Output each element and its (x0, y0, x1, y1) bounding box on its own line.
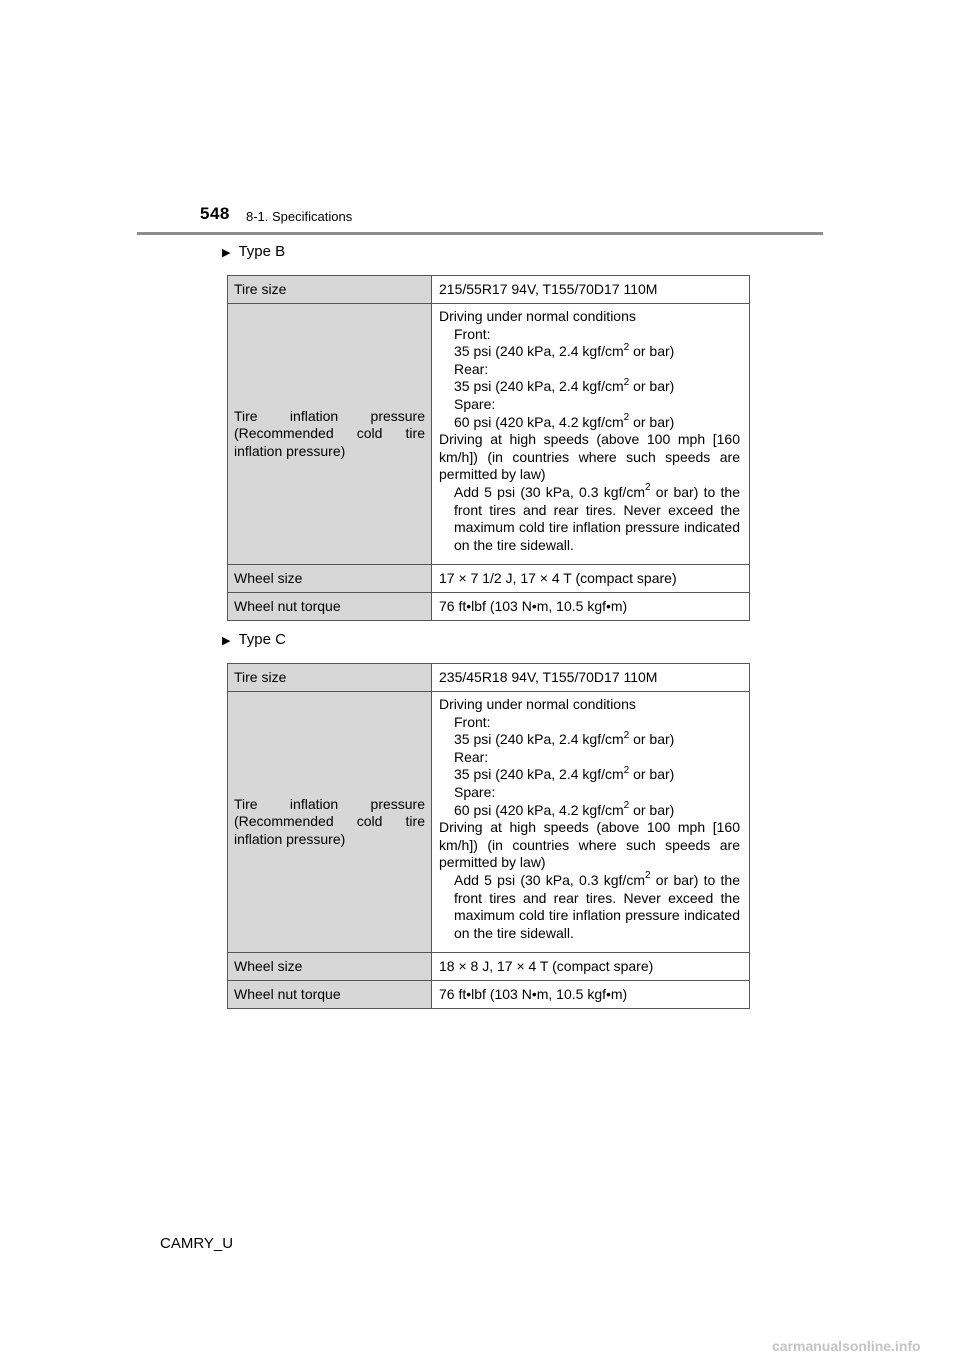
front-pressure: 35 psi (240 kPa, 2.4 kgf/$cm^2$ or bar) (454, 729, 675, 748)
wheel-size-value: 17 × 7 1/2 J, 17 × 4 T (compact spare) (432, 565, 750, 593)
wheel-nut-torque-label: Wheel nut torque (228, 593, 432, 621)
table-row (228, 593, 750, 621)
wheel-size-label: Wheel size (228, 565, 432, 593)
table-row (228, 664, 750, 692)
table-row (228, 692, 750, 953)
inflation-value (432, 304, 750, 565)
table-row (228, 304, 750, 565)
type-b-label: Type B (238, 243, 286, 260)
spec-table-type-b (227, 275, 750, 621)
wheel-nut-torque-label: Wheel nut torque (228, 981, 432, 1009)
high-speed-instruction: Add 5 psi (30 kPa, 0.3 kgf/$cm^2$ or bar) to the front tires and rear tires. Never exceed the maximum cold tire inflation pressure indicated on the tire sidewall. (454, 870, 740, 941)
wheel-size-value: 18 × 8 J, 17 × 4 T (compact spare) (432, 953, 750, 981)
tire-size-value: 215/55R17 94V, T155/70D17 110M (432, 276, 750, 304)
normal-conditions-heading: Driving under normal conditions (439, 308, 636, 324)
watermark: carmanualsonline.info (772, 1338, 921, 1354)
table-row (228, 981, 750, 1009)
high-speed-instruction: Add 5 psi (30 kPa, 0.3 kgf/$cm^2$ or bar) to the front tires and rear tires. Never exceed the maximum cold tire inflation pressure indicated on the tire sidewall. (454, 482, 740, 553)
spec-table-type-c (227, 663, 750, 1009)
triangle-bullet-icon: ▶ (222, 247, 231, 259)
wheel-size-label: Wheel size (228, 953, 432, 981)
rear-label: Rear: (454, 360, 489, 377)
type-b-heading (222, 243, 285, 260)
high-speed-heading: Driving at high speeds (above 100 mph [160 km/h]) (in countries where such speeds are permitted by law) (439, 819, 740, 871)
front-pressure: 35 psi (240 kPa, 2.4 kgf/$cm^2$ or bar) (454, 341, 675, 360)
wheel-nut-torque-value: 76 ft•lbf (103 N•m, 10.5 kgf•m) (432, 593, 750, 621)
spare-label: Spare: (454, 395, 496, 412)
rear-pressure: 35 psi (240 kPa, 2.4 kgf/$cm^2$ or bar) (454, 376, 675, 395)
table-row (228, 565, 750, 593)
tire-size-value: 235/45R18 94V, T155/70D17 110M (432, 664, 750, 692)
rear-pressure: 35 psi (240 kPa, 2.4 kgf/$cm^2$ or bar) (454, 764, 675, 783)
normal-conditions-heading: Driving under normal conditions (439, 696, 636, 712)
spare-pressure: 60 psi (420 kPa, 4.2 kgf/$cm^2$ or bar) (454, 411, 675, 430)
triangle-bullet-icon: ▶ (222, 635, 231, 647)
table-row (228, 276, 750, 304)
model-code: CAMRY_U (160, 1235, 234, 1252)
front-label: Front: (454, 325, 491, 342)
page-number: 548 (200, 204, 230, 223)
inflation-value (432, 692, 750, 953)
section-title: 8-1. Specifications (246, 209, 353, 224)
type-c-label: Type C (238, 631, 286, 648)
spare-pressure: 60 psi (420 kPa, 4.2 kgf/$cm^2$ or bar) (454, 799, 675, 818)
spare-label: Spare: (454, 783, 496, 800)
table-row (228, 953, 750, 981)
type-c-heading (222, 631, 286, 648)
header-divider (137, 232, 823, 235)
front-label: Front: (454, 713, 491, 730)
wheel-nut-torque-value: 76 ft•lbf (103 N•m, 10.5 kgf•m) (432, 981, 750, 1009)
rear-label: Rear: (454, 748, 489, 765)
tire-size-label: Tire size (228, 276, 432, 304)
inflation-label: Tire inflation pressure (Recommended cold tire inflation pressure) (228, 304, 432, 565)
inflation-label: Tire inflation pressure (Recommended cold tire inflation pressure) (228, 692, 432, 953)
high-speed-heading: Driving at high speeds (above 100 mph [160 km/h]) (in countries where such speeds are permitted by law) (439, 431, 740, 483)
tire-size-label: Tire size (228, 664, 432, 692)
